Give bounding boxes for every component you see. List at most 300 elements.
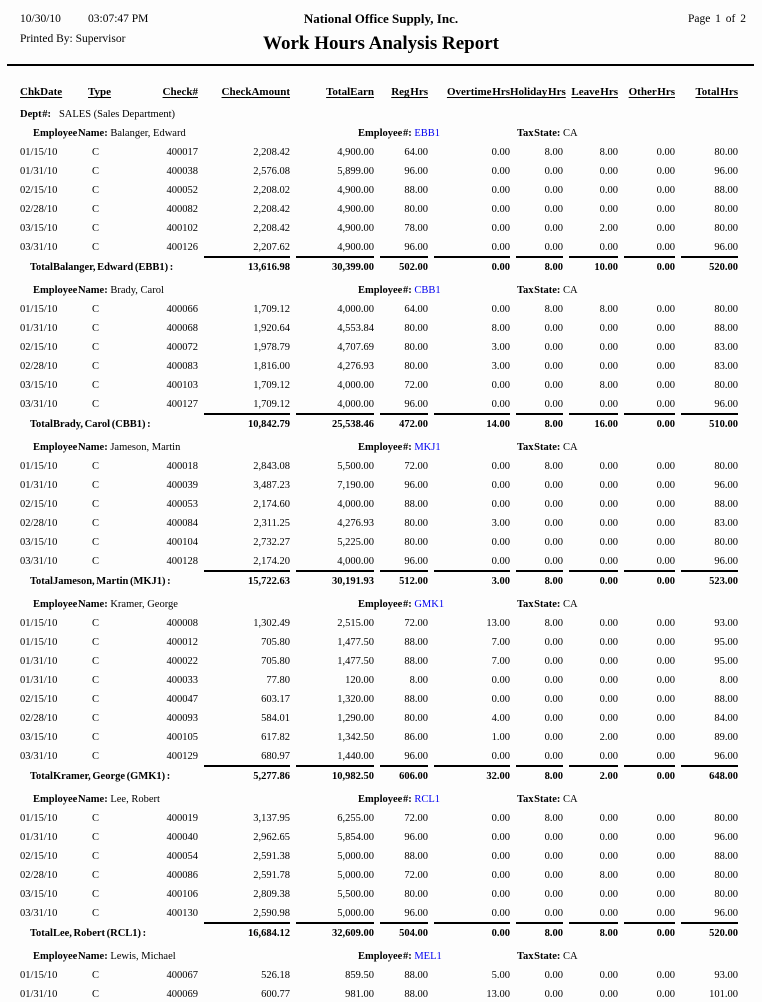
cell-overtime-hrs: 4.00 — [491, 713, 510, 724]
cell-check-amount: 526.18 — [261, 970, 290, 981]
employee-name: Balanger, Edward — [110, 128, 186, 139]
table-row — [10, 141, 738, 160]
table-row — [10, 826, 738, 845]
employee-number-link[interactable]: EBB1 — [414, 128, 440, 139]
cell-total-earn: 859.50 — [345, 970, 374, 981]
print-date: 10/30/10 — [20, 13, 61, 25]
total-total-earn: 30,191.93 — [290, 569, 374, 589]
cell-other-hrs: 0.00 — [656, 185, 675, 196]
employee-number-link[interactable]: MKJ1 — [414, 442, 441, 453]
cell-type: C — [92, 147, 100, 158]
cell-check-amount: 1,920.64 — [253, 323, 290, 334]
cell-check-amount: 3,137.95 — [253, 813, 290, 824]
employee-total-row — [10, 569, 738, 589]
cell-other-hrs: 0.00 — [656, 889, 675, 900]
cell-overtime-hrs: 7.00 — [491, 656, 510, 667]
cell-total-hrs: 93.00 — [714, 970, 738, 981]
table-row — [10, 374, 738, 393]
employee-number-link[interactable]: MEL1 — [414, 951, 442, 962]
total-check-amount: 15,722.63 — [198, 569, 290, 589]
table-row — [10, 474, 738, 493]
cell-type: C — [92, 480, 100, 491]
total-overtime-hrs: 14.00 — [428, 412, 510, 432]
table-row — [10, 807, 738, 826]
cell-check-amount: 1,709.12 — [253, 304, 290, 315]
cell-overtime-hrs: 0.00 — [491, 675, 510, 686]
cell-holiday-hrs: 0.00 — [544, 166, 563, 177]
cell-check-num: 400052 — [166, 185, 198, 196]
cell-type: C — [92, 461, 100, 472]
cell-overtime-hrs: 0.00 — [491, 889, 510, 900]
cell-chkdate: 01/31/10 — [20, 832, 58, 843]
total-overtime-hrs: 3.00 — [428, 569, 510, 589]
employee-header-row — [10, 279, 738, 298]
cell-leave-hrs: 0.00 — [599, 499, 618, 510]
employee-total-row — [10, 412, 738, 432]
employee-total-row — [10, 921, 738, 941]
cell-holiday-hrs: 0.00 — [544, 380, 563, 391]
total-holiday-hrs: 8.00 — [510, 412, 563, 432]
cell-reg-hrs: 64.00 — [404, 147, 428, 158]
total-holiday-hrs: 8.00 — [510, 569, 563, 589]
cell-total-earn: 120.00 — [345, 675, 374, 686]
cell-holiday-hrs: 0.00 — [544, 361, 563, 372]
cell-type: C — [92, 380, 100, 391]
table-row — [10, 217, 738, 236]
cell-leave-hrs: 0.00 — [599, 556, 618, 567]
cell-leave-hrs: 8.00 — [599, 380, 618, 391]
cell-reg-hrs: 88.00 — [404, 499, 428, 510]
cell-chkdate: 01/31/10 — [20, 166, 58, 177]
cell-check-amount: 2,311.25 — [253, 518, 290, 529]
cell-type: C — [92, 694, 100, 705]
cell-chkdate: 01/31/10 — [20, 656, 58, 667]
table-row — [10, 726, 738, 745]
table-row — [10, 493, 738, 512]
cell-other-hrs: 0.00 — [656, 732, 675, 743]
cell-leave-hrs: 0.00 — [599, 461, 618, 472]
cell-chkdate: 02/15/10 — [20, 185, 58, 196]
cell-overtime-hrs: 0.00 — [491, 751, 510, 762]
cell-total-hrs: 88.00 — [714, 323, 738, 334]
cell-leave-hrs: 2.00 — [599, 732, 618, 743]
cell-total-hrs: 96.00 — [714, 832, 738, 843]
header-rule — [7, 64, 754, 66]
cell-other-hrs: 0.00 — [656, 970, 675, 981]
cell-holiday-hrs: 8.00 — [544, 147, 563, 158]
cell-total-earn: 4,276.93 — [337, 518, 374, 529]
cell-reg-hrs: 96.00 — [404, 556, 428, 567]
total-check-amount: 10,842.79 — [198, 412, 290, 432]
total-reg-hrs: 472.00 — [374, 412, 428, 432]
employee-name-label: Employee Name: — [33, 794, 108, 805]
cell-other-hrs: 0.00 — [656, 361, 675, 372]
cell-check-amount: 2,962.65 — [253, 832, 290, 843]
cell-leave-hrs: 0.00 — [599, 204, 618, 215]
cell-total-earn: 4,900.00 — [337, 242, 374, 253]
cell-other-hrs: 0.00 — [656, 813, 675, 824]
cell-reg-hrs: 96.00 — [404, 166, 428, 177]
cell-type: C — [92, 323, 100, 334]
cell-total-earn: 5,000.00 — [337, 870, 374, 881]
cell-reg-hrs: 86.00 — [404, 732, 428, 743]
total-label: TotalBalanger, Edward (EBB1) : — [30, 262, 174, 273]
employee-header-row — [10, 436, 738, 455]
cell-chkdate: 02/28/10 — [20, 870, 58, 881]
cell-total-earn: 4,900.00 — [337, 147, 374, 158]
cell-leave-hrs: 2.00 — [599, 223, 618, 234]
cell-leave-hrs: 0.00 — [599, 342, 618, 353]
cell-chkdate: 03/31/10 — [20, 242, 58, 253]
cell-holiday-hrs: 8.00 — [544, 618, 563, 629]
employee-name: Lewis, Michael — [110, 951, 176, 962]
table-row — [10, 983, 738, 1002]
tax-state-label: Tax State: — [517, 442, 561, 453]
cell-total-earn: 5,000.00 — [337, 908, 374, 919]
cell-overtime-hrs: 0.00 — [491, 461, 510, 472]
employee-name: Jameson, Martin — [110, 442, 181, 453]
cell-total-hrs: 80.00 — [714, 380, 738, 391]
cell-check-amount: 2,174.60 — [253, 499, 290, 510]
cell-overtime-hrs: 3.00 — [491, 342, 510, 353]
cell-type: C — [92, 675, 100, 686]
cell-check-amount: 2,208.42 — [253, 223, 290, 234]
total-holiday-hrs: 8.00 — [510, 921, 563, 941]
cell-chkdate: 01/31/10 — [20, 675, 58, 686]
cell-other-hrs: 0.00 — [656, 304, 675, 315]
cell-leave-hrs: 0.00 — [599, 637, 618, 648]
cell-holiday-hrs: 8.00 — [544, 461, 563, 472]
employee-total-row — [10, 764, 738, 784]
cell-chkdate: 03/31/10 — [20, 556, 58, 567]
cell-total-hrs: 84.00 — [714, 713, 738, 724]
cell-check-num: 400068 — [166, 323, 198, 334]
total-label: TotalBrady, Carol (CBB1) : — [30, 419, 151, 430]
cell-total-hrs: 88.00 — [714, 851, 738, 862]
tax-state-value: CA — [563, 951, 578, 962]
cell-holiday-hrs: 0.00 — [544, 675, 563, 686]
total-leave-hrs: 10.00 — [563, 255, 618, 275]
cell-check-num: 400083 — [166, 361, 198, 372]
cell-type: C — [92, 242, 100, 253]
cell-total-hrs: 88.00 — [714, 185, 738, 196]
cell-other-hrs: 0.00 — [656, 618, 675, 629]
cell-type: C — [92, 637, 100, 648]
cell-overtime-hrs: 0.00 — [491, 694, 510, 705]
cell-total-hrs: 96.00 — [714, 399, 738, 410]
cell-check-num: 400069 — [166, 989, 198, 1000]
cell-chkdate: 02/15/10 — [20, 851, 58, 862]
cell-type: C — [92, 889, 100, 900]
tax-state-value: CA — [563, 599, 578, 610]
total-total-hrs: 510.00 — [675, 412, 738, 432]
cell-reg-hrs: 96.00 — [404, 751, 428, 762]
cell-total-earn: 4,553.84 — [337, 323, 374, 334]
dept-value: SALES (Sales Department) — [58, 109, 176, 120]
cell-type: C — [92, 751, 100, 762]
cell-check-num: 400008 — [166, 618, 198, 629]
employee-name-label: Employee Name: — [33, 599, 108, 610]
cell-type: C — [92, 342, 100, 353]
cell-reg-hrs: 88.00 — [404, 694, 428, 705]
cell-check-num: 400103 — [166, 380, 198, 391]
cell-check-amount: 705.80 — [261, 637, 290, 648]
cell-overtime-hrs: 0.00 — [491, 870, 510, 881]
cell-check-amount: 680.97 — [261, 751, 290, 762]
cell-overtime-hrs: 0.00 — [491, 556, 510, 567]
cell-type: C — [92, 185, 100, 196]
cell-total-earn: 1,342.50 — [337, 732, 374, 743]
cell-chkdate: 01/15/10 — [20, 304, 58, 315]
tax-state-value: CA — [563, 128, 578, 139]
cell-total-hrs: 8.00 — [719, 675, 738, 686]
cell-type: C — [92, 204, 100, 215]
employee-total-row — [10, 255, 738, 275]
dept-label: Dept #: — [20, 109, 51, 120]
cell-check-amount: 1,709.12 — [253, 399, 290, 410]
cell-type: C — [92, 361, 100, 372]
cell-check-amount: 705.80 — [261, 656, 290, 667]
cell-type: C — [92, 713, 100, 724]
cell-overtime-hrs: 8.00 — [491, 323, 510, 334]
cell-overtime-hrs: 0.00 — [491, 908, 510, 919]
cell-other-hrs: 0.00 — [656, 461, 675, 472]
cell-check-num: 400038 — [166, 166, 198, 177]
cell-total-hrs: 96.00 — [714, 480, 738, 491]
cell-leave-hrs: 0.00 — [599, 970, 618, 981]
cell-total-hrs: 80.00 — [714, 147, 738, 158]
employee-name: Kramer, George — [110, 599, 178, 610]
cell-chkdate: 02/28/10 — [20, 713, 58, 724]
cell-leave-hrs: 0.00 — [599, 889, 618, 900]
cell-check-amount: 2,809.38 — [253, 889, 290, 900]
cell-reg-hrs: 88.00 — [404, 989, 428, 1000]
employee-name-label: Employee Name: — [33, 128, 108, 139]
table-row — [10, 650, 738, 669]
cell-check-amount: 2,174.20 — [253, 556, 290, 567]
cell-total-hrs: 96.00 — [714, 242, 738, 253]
cell-reg-hrs: 72.00 — [404, 618, 428, 629]
cell-chkdate: 01/15/10 — [20, 637, 58, 648]
cell-type: C — [92, 166, 100, 177]
cell-overtime-hrs: 0.00 — [491, 813, 510, 824]
cell-chkdate: 02/15/10 — [20, 694, 58, 705]
employee-number-link[interactable]: CBB1 — [414, 285, 441, 296]
cell-total-hrs: 83.00 — [714, 361, 738, 372]
cell-leave-hrs: 0.00 — [599, 399, 618, 410]
cell-overtime-hrs: 0.00 — [491, 399, 510, 410]
cell-leave-hrs: 0.00 — [599, 185, 618, 196]
cell-check-amount: 77.80 — [266, 675, 290, 686]
cell-type: C — [92, 399, 100, 410]
employee-header-row — [10, 122, 738, 141]
cell-other-hrs: 0.00 — [656, 147, 675, 158]
cell-total-hrs: 80.00 — [714, 461, 738, 472]
cell-chkdate: 02/28/10 — [20, 518, 58, 529]
cell-holiday-hrs: 0.00 — [544, 656, 563, 667]
cell-overtime-hrs: 0.00 — [491, 223, 510, 234]
cell-holiday-hrs: 0.00 — [544, 518, 563, 529]
cell-leave-hrs: 0.00 — [599, 832, 618, 843]
cell-check-num: 400053 — [166, 499, 198, 510]
cell-leave-hrs: 0.00 — [599, 518, 618, 529]
cell-other-hrs: 0.00 — [656, 399, 675, 410]
employee-number-link[interactable]: RCL1 — [414, 794, 440, 805]
cell-other-hrs: 0.00 — [656, 656, 675, 667]
cell-leave-hrs: 0.00 — [599, 694, 618, 705]
cell-holiday-hrs: 0.00 — [544, 242, 563, 253]
cell-chkdate: 03/15/10 — [20, 537, 58, 548]
cell-check-num: 400130 — [166, 908, 198, 919]
table-row — [10, 550, 738, 569]
cell-other-hrs: 0.00 — [656, 751, 675, 762]
column-header-total-hrs: Total Hrs — [695, 86, 738, 98]
cell-overtime-hrs: 0.00 — [491, 185, 510, 196]
table-row — [10, 355, 738, 374]
cell-check-amount: 2,732.27 — [253, 537, 290, 548]
cell-type: C — [92, 556, 100, 567]
cell-total-earn: 1,440.00 — [337, 751, 374, 762]
column-header-check-num: Check# — [162, 86, 198, 98]
total-total-hrs: 520.00 — [675, 921, 738, 941]
cell-overtime-hrs: 7.00 — [491, 637, 510, 648]
cell-chkdate: 01/31/10 — [20, 989, 58, 1000]
cell-holiday-hrs: 0.00 — [544, 223, 563, 234]
cell-total-hrs: 96.00 — [714, 908, 738, 919]
employee-number-link[interactable]: GMK1 — [414, 599, 445, 610]
cell-other-hrs: 0.00 — [656, 499, 675, 510]
cell-type: C — [92, 908, 100, 919]
tax-state-label: Tax State: — [517, 285, 561, 296]
cell-check-amount: 2,208.42 — [253, 204, 290, 215]
employee-name: Lee, Robert — [110, 794, 160, 805]
cell-holiday-hrs: 0.00 — [544, 889, 563, 900]
cell-chkdate: 03/15/10 — [20, 889, 58, 900]
cell-reg-hrs: 80.00 — [404, 361, 428, 372]
cell-chkdate: 01/15/10 — [20, 461, 58, 472]
cell-holiday-hrs: 0.00 — [544, 832, 563, 843]
cell-reg-hrs: 80.00 — [404, 323, 428, 334]
cell-type: C — [92, 656, 100, 667]
cell-leave-hrs: 0.00 — [599, 361, 618, 372]
cell-type: C — [92, 304, 100, 315]
cell-holiday-hrs: 0.00 — [544, 537, 563, 548]
cell-reg-hrs: 80.00 — [404, 889, 428, 900]
cell-check-num: 400033 — [166, 675, 198, 686]
cell-total-hrs: 95.00 — [714, 637, 738, 648]
cell-chkdate: 03/15/10 — [20, 223, 58, 234]
tax-state-value: CA — [563, 285, 578, 296]
cell-chkdate: 02/28/10 — [20, 361, 58, 372]
total-total-earn: 10,982.50 — [290, 764, 374, 784]
cell-reg-hrs: 96.00 — [404, 399, 428, 410]
table-row — [10, 317, 738, 336]
cell-overtime-hrs: 0.00 — [491, 166, 510, 177]
cell-overtime-hrs: 13.00 — [486, 989, 510, 1000]
cell-overtime-hrs: 0.00 — [491, 499, 510, 510]
cell-leave-hrs: 0.00 — [599, 323, 618, 334]
total-check-amount: 13,616.98 — [198, 255, 290, 275]
total-other-hrs: 0.00 — [618, 921, 675, 941]
cell-check-amount: 1,978.79 — [253, 342, 290, 353]
cell-leave-hrs: 0.00 — [599, 242, 618, 253]
employee-name-label: Employee Name: — [33, 951, 108, 962]
cell-check-num: 400106 — [166, 889, 198, 900]
cell-check-amount: 1,816.00 — [253, 361, 290, 372]
cell-overtime-hrs: 0.00 — [491, 480, 510, 491]
total-reg-hrs: 512.00 — [374, 569, 428, 589]
cell-check-amount: 2,591.38 — [253, 851, 290, 862]
cell-type: C — [92, 970, 100, 981]
cell-check-num: 400040 — [166, 832, 198, 843]
cell-check-amount: 584.01 — [261, 713, 290, 724]
cell-total-earn: 4,900.00 — [337, 204, 374, 215]
cell-total-hrs: 80.00 — [714, 889, 738, 900]
report-title: Work Hours Analysis Report — [263, 33, 499, 54]
tax-state-label: Tax State: — [517, 128, 561, 139]
tax-state-value: CA — [563, 794, 578, 805]
cell-leave-hrs: 0.00 — [599, 908, 618, 919]
cell-total-earn: 981.00 — [345, 989, 374, 1000]
table-row — [10, 531, 738, 550]
cell-other-hrs: 0.00 — [656, 832, 675, 843]
cell-overtime-hrs: 0.00 — [491, 304, 510, 315]
total-total-earn: 32,609.00 — [290, 921, 374, 941]
cell-other-hrs: 0.00 — [656, 380, 675, 391]
cell-check-num: 400066 — [166, 304, 198, 315]
cell-holiday-hrs: 0.00 — [544, 989, 563, 1000]
cell-reg-hrs: 78.00 — [404, 223, 428, 234]
cell-check-num: 400039 — [166, 480, 198, 491]
column-header-chkdate: ChkDate — [20, 86, 63, 98]
cell-chkdate: 03/31/10 — [20, 908, 58, 919]
cell-leave-hrs: 0.00 — [599, 751, 618, 762]
total-leave-hrs: 2.00 — [563, 764, 618, 784]
cell-check-amount: 2,208.02 — [253, 185, 290, 196]
cell-check-num: 400105 — [166, 732, 198, 743]
page-number: Page 1 of 2 — [687, 13, 746, 25]
cell-check-num: 400072 — [166, 342, 198, 353]
cell-chkdate: 02/28/10 — [20, 204, 58, 215]
cell-total-hrs: 101.00 — [709, 989, 738, 1000]
total-overtime-hrs: 0.00 — [428, 921, 510, 941]
cell-total-earn: 1,290.00 — [337, 713, 374, 724]
cell-reg-hrs: 88.00 — [404, 637, 428, 648]
cell-total-earn: 1,477.50 — [337, 656, 374, 667]
table-row — [10, 669, 738, 688]
table-row — [10, 902, 738, 921]
cell-overtime-hrs: 0.00 — [491, 147, 510, 158]
total-holiday-hrs: 8.00 — [510, 764, 563, 784]
cell-chkdate: 01/15/10 — [20, 970, 58, 981]
tax-state-label: Tax State: — [517, 599, 561, 610]
cell-total-hrs: 95.00 — [714, 656, 738, 667]
table-row — [10, 160, 738, 179]
cell-total-hrs: 83.00 — [714, 342, 738, 353]
cell-type: C — [92, 223, 100, 234]
cell-other-hrs: 0.00 — [656, 480, 675, 491]
cell-check-num: 400129 — [166, 751, 198, 762]
cell-check-amount: 603.17 — [261, 694, 290, 705]
table-row — [10, 845, 738, 864]
cell-other-hrs: 0.00 — [656, 223, 675, 234]
cell-total-hrs: 93.00 — [714, 618, 738, 629]
cell-check-num: 400012 — [166, 637, 198, 648]
cell-reg-hrs: 80.00 — [404, 342, 428, 353]
employee-number-label: Employee #: — [358, 442, 412, 453]
cell-check-num: 400018 — [166, 461, 198, 472]
cell-chkdate: 03/31/10 — [20, 751, 58, 762]
